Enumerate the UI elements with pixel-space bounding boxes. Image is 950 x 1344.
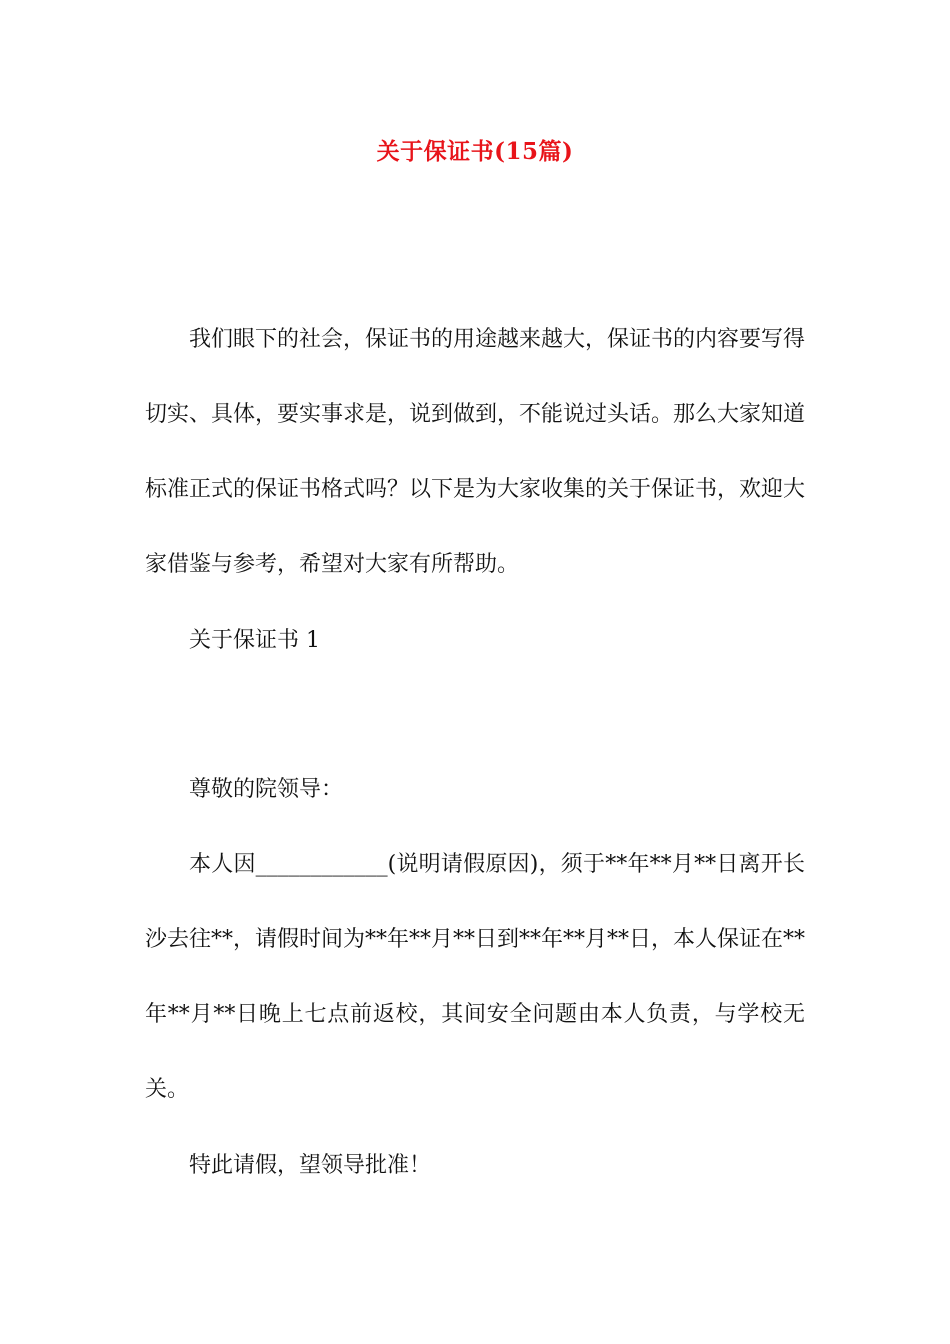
intro-block	[145, 302, 805, 602]
subheading-block	[145, 603, 805, 678]
salutation: 尊敬的院领导：	[189, 777, 344, 802]
document-title: 关于保证书(15篇)	[376, 138, 574, 165]
section-subheading: 关于保证书 1	[189, 628, 320, 653]
body-block	[145, 827, 805, 1127]
closing-block	[145, 1128, 805, 1203]
body-paragraph: 本人因____________(说明请假原因)，须于**年**月**日离开长沙去往**，请假时间为**年**月**日到**年**月**日，本人保证在**年**月**日晚上七点前返校，其间安全问题由本人负责，与学校无关。	[145, 852, 806, 1102]
closing-line: 特此请假，望领导批准！	[189, 1153, 432, 1178]
intro-paragraph: 我们眼下的社会，保证书的用途越来越大，保证书的内容要写得切实、具体，要实事求是，说到做到，不能说过头话。那么大家知道标准正式的保证书格式吗？以下是为大家收集的关于保证书，欢迎大家借鉴与参考，希望对大家有所帮助。	[145, 327, 806, 577]
salutation-block	[145, 752, 805, 827]
